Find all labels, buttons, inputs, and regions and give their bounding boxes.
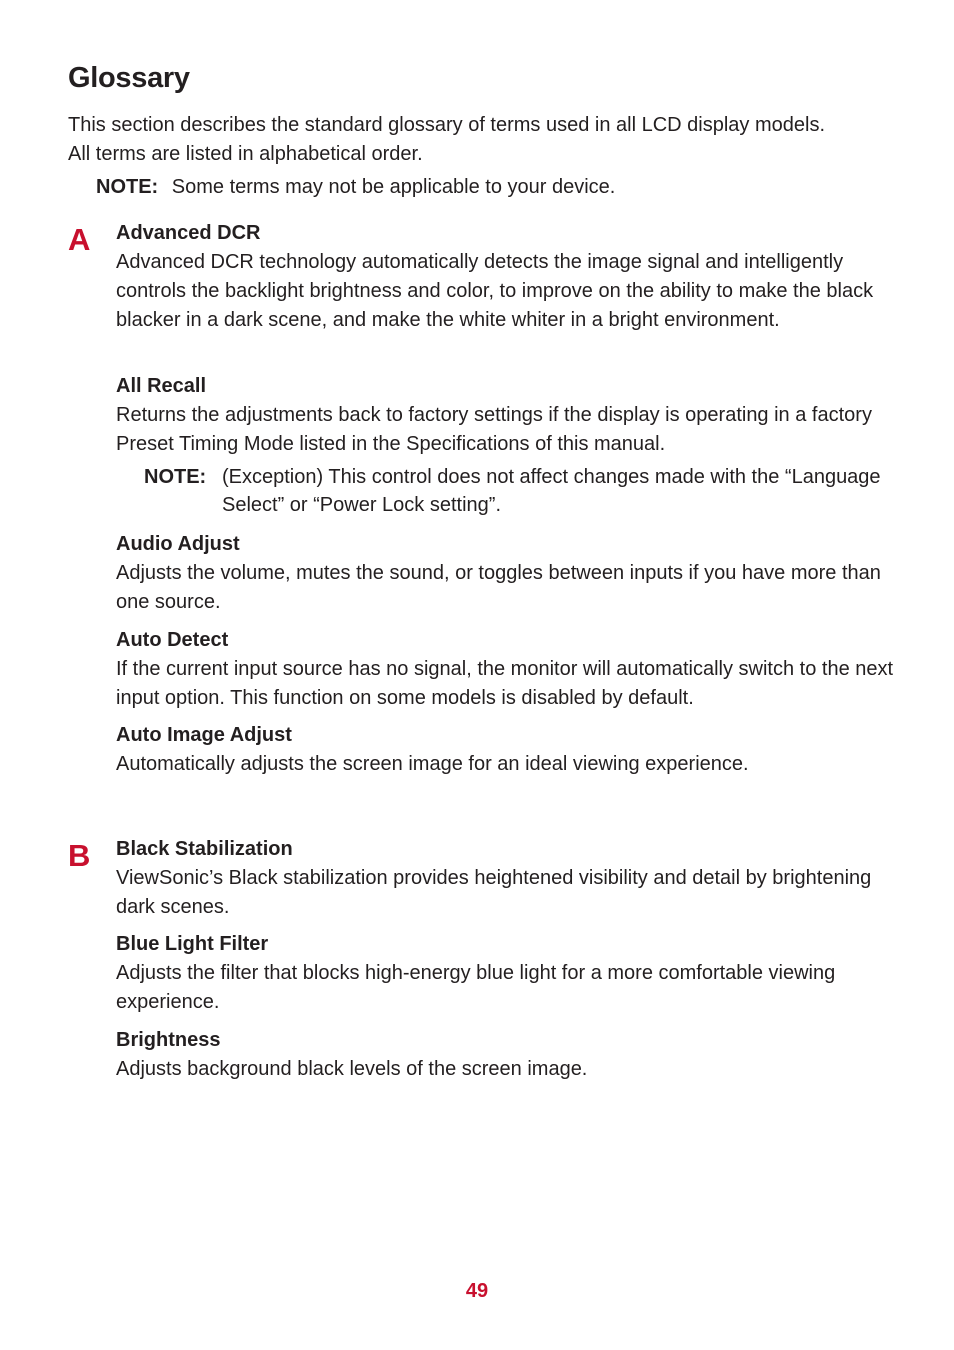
note-label: NOTE: bbox=[144, 466, 207, 488]
term-definition: Adjusts background black levels of the screen image. bbox=[116, 1058, 588, 1080]
term-heading: Advanced DCR bbox=[116, 222, 261, 244]
term-heading: Black Stabilization bbox=[116, 838, 293, 860]
term-definition: Adjusts the volume, mutes the sound, or toggles between inputs if you have more than one source. bbox=[116, 562, 881, 613]
term-heading: Audio Adjust bbox=[116, 533, 240, 555]
term-heading: Auto Detect bbox=[116, 629, 229, 651]
intro-line-2: All terms are listed in alphabetical order. bbox=[68, 143, 423, 165]
note-text: Some terms may not be applicable to your device. bbox=[171, 176, 616, 198]
page-title: Glossary bbox=[68, 62, 190, 94]
term-definition: ViewSonic’s Black stabilization provides heightened visibility and detail by brightening dark scenes. bbox=[116, 867, 872, 918]
term-definition: Automatically adjusts the screen image for an ideal viewing experience. bbox=[116, 753, 749, 775]
top-note bbox=[96, 173, 615, 201]
term-heading: All Recall bbox=[116, 375, 207, 397]
intro-paragraph bbox=[68, 111, 898, 169]
section-letter-b: B bbox=[68, 838, 91, 873]
note-label: NOTE: bbox=[96, 176, 159, 198]
glossary-entry-brightness bbox=[116, 1026, 896, 1084]
glossary-entry-audio-adjust bbox=[116, 530, 896, 617]
term-heading: Blue Light Filter bbox=[116, 933, 269, 955]
glossary-entry-advanced-dcr bbox=[116, 219, 896, 335]
term-heading: Auto Image Adjust bbox=[116, 724, 292, 746]
intro-line-1: This section describes the standard glossary of terms used in all LCD display models. bbox=[68, 114, 826, 136]
glossary-entry-auto-detect bbox=[116, 626, 896, 713]
term-heading: Brightness bbox=[116, 1029, 221, 1051]
note-text: (Exception) This control does not affect changes made with the “Language Select” or “Power Lock setting”. bbox=[222, 466, 881, 516]
term-definition: Returns the adjustments back to factory settings if the display is operating in a factory Preset Timing Mode listed in the Specifications of this manual. bbox=[116, 404, 872, 455]
glossary-entry-blue-light-filter bbox=[116, 930, 896, 1017]
glossary-entry-black-stabilization bbox=[116, 835, 896, 922]
section-letter-a: A bbox=[68, 222, 91, 257]
term-definition: Advanced DCR technology automatically detects the image signal and intelligently controls the backlight brightness and color, to improve on the ability to make the black blacker in a dark scene, and make the white whiter in a bright environment. bbox=[116, 251, 874, 331]
entry-note bbox=[144, 463, 896, 519]
page-number: 49 bbox=[465, 1280, 489, 1302]
term-definition: If the current input source has no signal, the monitor will automatically switch to the next input option. This function on some models is disabled by default. bbox=[116, 658, 894, 709]
glossary-entry-auto-image-adjust bbox=[116, 721, 896, 779]
glossary-entry-all-recall bbox=[116, 372, 896, 519]
term-definition: Adjusts the filter that blocks high-energy blue light for a more comfortable viewing experience. bbox=[116, 962, 836, 1013]
